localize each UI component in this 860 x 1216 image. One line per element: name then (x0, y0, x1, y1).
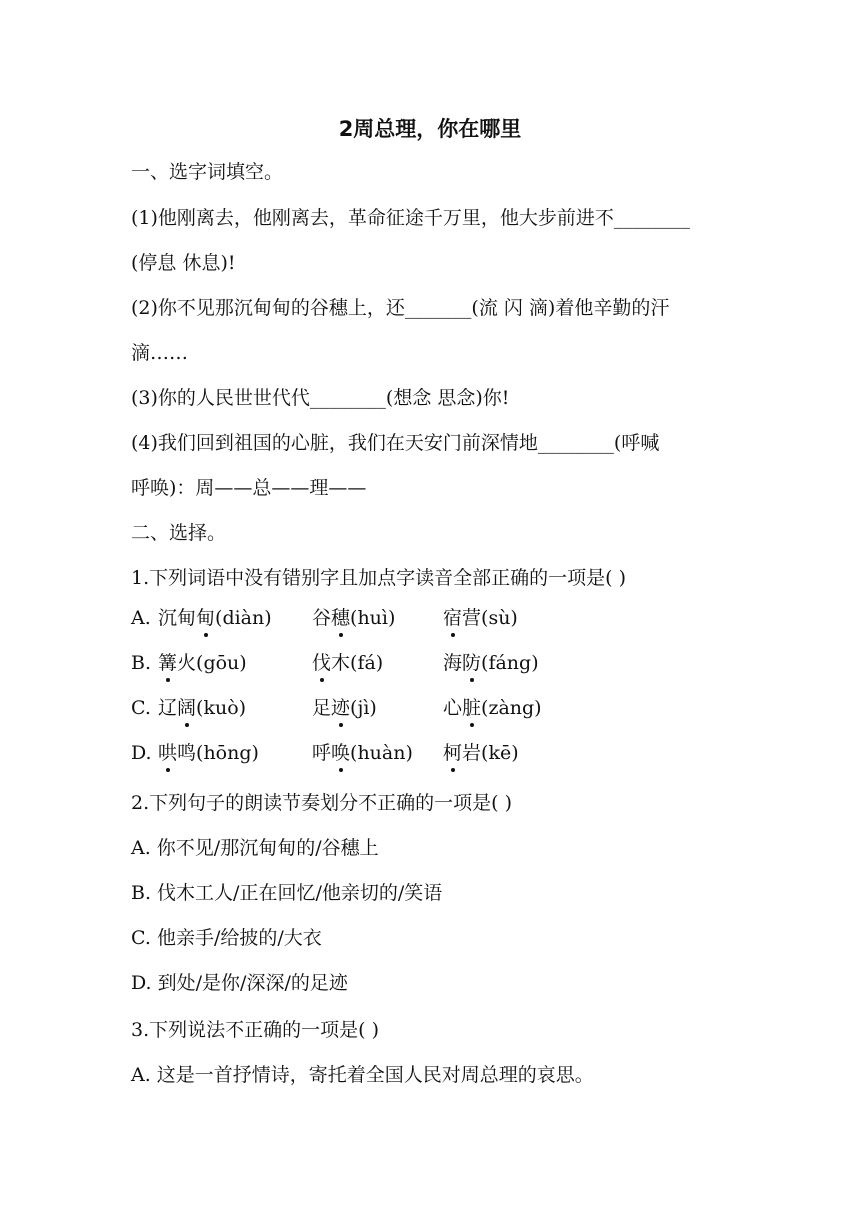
section1-heading: 一、选字词填空。 (131, 161, 284, 183)
mc1-option-label: D. (131, 742, 152, 764)
dotted-char: 柯 (443, 742, 463, 764)
pinyin: (jì) (350, 697, 377, 719)
dotted-char: 防 (462, 652, 482, 674)
mc1-option-word (312, 696, 377, 720)
q2-line2: 滴…… (131, 342, 189, 364)
q1-line1: (1)他刚离去，他刚离去，革命征途千万里，他大步前进不________ (131, 207, 690, 229)
mc2-option-a: A. 你不见/那沉甸甸的/谷穗上 (131, 837, 379, 859)
mc1-option-word (312, 651, 383, 675)
mc1-option-word (443, 651, 539, 675)
pinyin: (sù) (481, 607, 518, 629)
pinyin: (hōng) (196, 742, 259, 764)
dotted-char: 唤 (331, 742, 351, 764)
mc3-option-a: A. 这是一首抒情诗，寄托着全国人民对周总理的哀思。 (131, 1064, 594, 1086)
q1-line2: (停息 休息)! (131, 252, 236, 274)
pinyin: (huàn) (350, 742, 413, 764)
pinyin: (gōu) (196, 652, 247, 674)
word-text: 谷 (312, 607, 332, 629)
word-text: 木 (331, 652, 351, 674)
q2-line1: (2)你不见那沉甸甸的谷穗上，还_______(流 闪 滴)着他辛勤的汗 (131, 297, 670, 319)
word-text: 火 (177, 652, 197, 674)
q4-line2: 呼唤)：周——总——理—— (131, 477, 367, 499)
pinyin: (kuò) (196, 697, 247, 719)
mc1-stem: 1.下列词语中没有错别字且加点字读音全部正确的一项是( ) (131, 567, 626, 589)
word-text: 鸣 (177, 742, 197, 764)
word-text: 海 (443, 652, 463, 674)
mc1-option-word (158, 696, 246, 720)
pinyin: (huì) (350, 607, 396, 629)
mc1-option-word (443, 741, 519, 765)
q4-line1: (4)我们回到祖国的心脏，我们在天安门前深情地________(呼喊 (131, 432, 660, 454)
mc1-option-word (158, 651, 247, 675)
mc2-stem: 2.下列句子的朗读节奏划分不正确的一项是( ) (131, 792, 512, 814)
word-text: 呼 (312, 742, 332, 764)
mc1-option-word (443, 696, 542, 720)
mc1-option-label: C. (131, 697, 151, 719)
word-text: 营 (462, 607, 482, 629)
word-text: 沉甸 (158, 607, 197, 629)
pinyin: (fáng) (481, 652, 539, 674)
dotted-char: 哄 (158, 742, 178, 764)
mc1-option-word (158, 606, 272, 630)
mc2-option-b: B. 伐木工人/正在回忆/他亲切的/笑语 (131, 882, 443, 904)
mc1-option-word (158, 741, 259, 765)
mc2-option-c: C. 他亲手/给披的/大衣 (131, 927, 322, 949)
mc1-option-word (312, 606, 395, 630)
dotted-char: 甸 (196, 607, 216, 629)
q3-line: (3)你的人民世世代代________(想念 思念)你! (131, 387, 510, 409)
word-text: 足 (312, 697, 332, 719)
mc1-option-word (312, 741, 413, 765)
section2-heading: 二、选择。 (131, 522, 227, 544)
dotted-char: 迹 (331, 697, 351, 719)
dotted-char: 穗 (331, 607, 351, 629)
pinyin: (diàn) (215, 607, 272, 629)
page-title: 2周总理，你在哪里 (338, 117, 522, 141)
dotted-char: 宿 (443, 607, 463, 629)
word-text: 辽 (158, 697, 178, 719)
pinyin: (kē) (481, 742, 519, 764)
pinyin: (fá) (350, 652, 384, 674)
mc2-option-d: D. 到处/是你/深深/的足迹 (131, 972, 348, 994)
mc1-option-label: B. (131, 652, 152, 674)
word-text: 心 (443, 697, 463, 719)
mc1-option-word (443, 606, 518, 630)
word-text: 岩 (462, 742, 482, 764)
mc3-stem: 3.下列说法不正确的一项是( ) (131, 1019, 379, 1041)
dotted-char: 篝 (158, 652, 178, 674)
pinyin: (zàng) (481, 697, 542, 719)
dotted-char: 脏 (462, 697, 482, 719)
dotted-char: 伐 (312, 652, 332, 674)
mc1-option-label: A. (131, 607, 151, 629)
dotted-char: 阔 (177, 697, 197, 719)
